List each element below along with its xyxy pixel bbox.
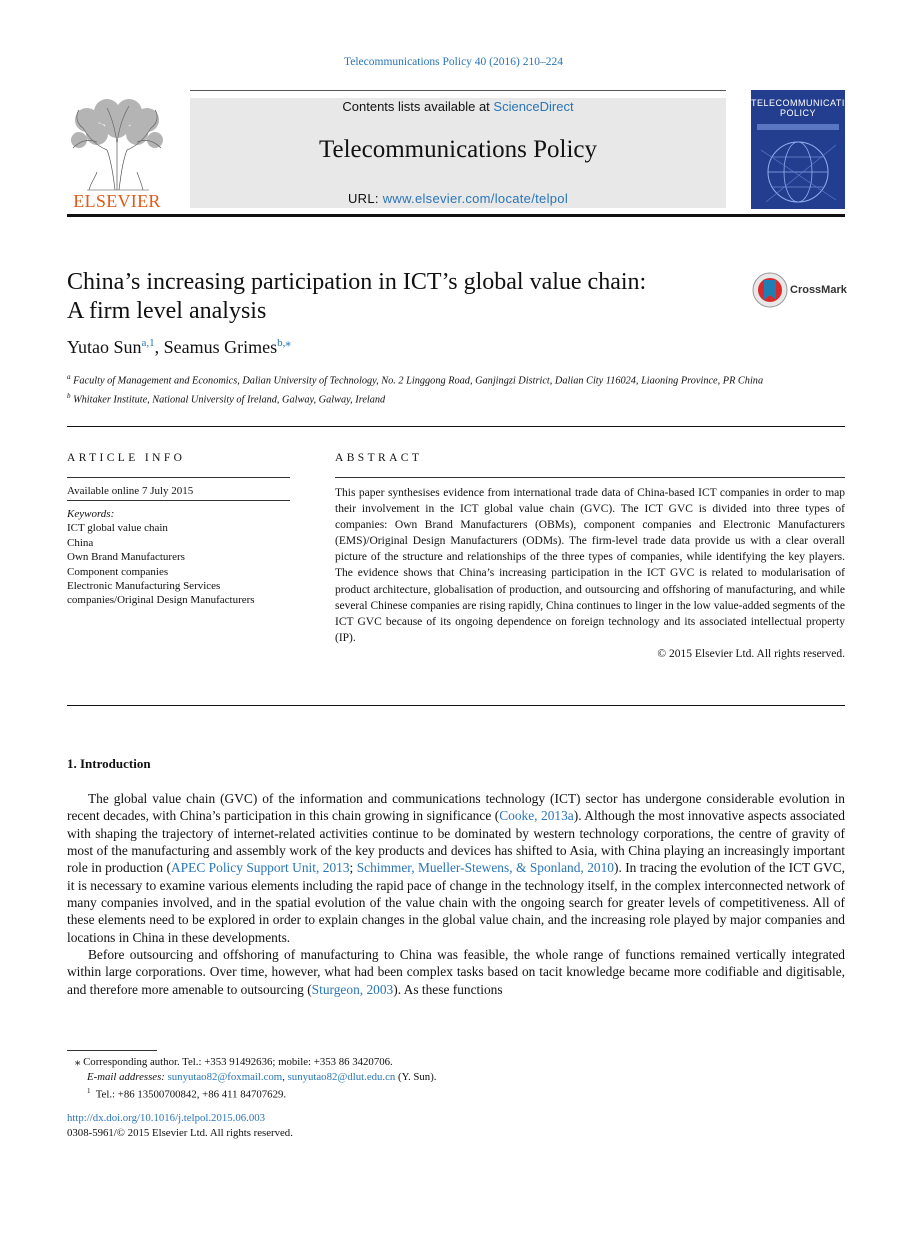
author-name[interactable]: Seamus Grimes	[163, 337, 278, 357]
footnote-emails	[67, 1070, 767, 1085]
body-paragraph	[67, 946, 845, 998]
email-label: E-mail addresses:	[87, 1070, 165, 1083]
author-name[interactable]: Yutao Sun	[67, 337, 142, 357]
section-rule	[67, 426, 845, 427]
footnote-mark: 1	[87, 1087, 91, 1095]
footnotes	[67, 1055, 767, 1102]
email-link[interactable]: sunyutao82@dlut.edu.cn	[287, 1070, 396, 1083]
affiliation-text: Whitaker Institute, National University of Ireland, Galway, Galway, Ireland	[73, 394, 386, 406]
contents-prefix: Contents lists available at	[342, 99, 494, 114]
journal-url-line	[190, 191, 726, 206]
affiliation-label: b	[67, 391, 71, 400]
affiliation-label: a	[67, 373, 71, 381]
affiliation-b	[67, 389, 767, 408]
elsevier-wordmark: ELSEVIER	[73, 191, 161, 211]
article-info-rule	[67, 500, 290, 501]
footnote-rule	[67, 1050, 157, 1051]
cover-title: TELECOMMUNICATIONS POLICY	[751, 98, 866, 118]
body-text-segment: Before outsourcing and offshoring of manufacturing to China was feasible, the whole range of functions remained vertically integrated within large corporations. Over time, however, what had been complex tasks based on tacit knowledge became more codifiable and digitisable, and therefore more amenable to outsourcing (	[67, 947, 845, 997]
affiliation-a	[67, 370, 767, 389]
footnote-text: Tel.: +86 13500700842, +86 411 84707629.	[95, 1088, 287, 1101]
body-text-segment: ). Although the most innovative aspects associated with shaping the trajectory of internet-related activities continue to be dominated by western technology corporations, the centre of gravity of most of the manufacturing and assembly work of the key products and devices has shifted to Asia, with China playing an increasingly important role in production (	[67, 808, 845, 876]
journal-cover-thumbnail[interactable]	[751, 90, 866, 209]
keyword-item: Own Brand Manufacturers	[67, 551, 185, 564]
footnote-text: Corresponding author. Tel.: +353 91492636; mobile: +353 86 3420706.	[83, 1056, 393, 1068]
doi-block	[67, 1111, 667, 1140]
author-separator: ,	[154, 337, 164, 357]
keyword-item: China	[67, 536, 94, 549]
author-list	[67, 336, 291, 358]
masthead-top-rule	[190, 90, 726, 91]
footnote-1	[67, 1084, 767, 1102]
article-info-rule	[67, 477, 290, 478]
cover-globe-icon	[751, 90, 866, 209]
crossmark-badge[interactable]	[752, 272, 847, 308]
keywords-block	[67, 507, 297, 608]
email-separator: ,	[282, 1070, 288, 1083]
email-suffix: (Y. Sun).	[395, 1070, 437, 1083]
crossmark-icon	[752, 272, 788, 308]
abstract-text: This paper synthesises evidence from international trade data of China-based ICT companies in order to map their involvement in the ICT global value chain (GVC). The ICT GVC is divided into three types of companies: Own Brand Manufacturers (OBMs), component companies and Electronic Manufacturers (EMS)/Original Design Manufacturers (ODMs). The firm-level trade data provide us with a clear overall picture of the structure and relationships of the three types of companies, while identifying the key players. The evidence shows that China’s increasing participation in the ICT GVC is related to modularisation of product architecture, globalisation of production, and outsourcing and offshoring of manufacturing, and while several Chinese companies are rising rapidly, China continues to linger in the low value-added segments of the ICT GVC because of its ongoing dependence on foreign technology and its associated intellectual property (IP).	[335, 487, 845, 644]
title-line-1: China’s increasing participation in ICT’s global value chain:	[67, 269, 647, 295]
abstract-heading: ABSTRACT	[335, 452, 423, 464]
affiliations	[67, 370, 767, 408]
sciencedirect-link[interactable]: ScienceDirect	[493, 99, 574, 114]
abstract-rule	[335, 477, 845, 478]
abstract-body	[335, 485, 845, 662]
title-line-2: A firm level analysis	[67, 298, 267, 324]
citation-link[interactable]: Schimmer, Mueller-Stewens, & Sponland, 2010	[356, 860, 614, 876]
doi-link[interactable]: http://dx.doi.org/10.1016/j.telpol.2015.06.003	[67, 1112, 266, 1124]
citation-link[interactable]: Cooke, 2013a	[499, 808, 574, 824]
article-title	[67, 268, 727, 326]
keyword-item: companies/Original Design Manufacturers	[67, 594, 255, 607]
keyword-item: Electronic Manufacturing Services	[67, 580, 221, 593]
keyword-item: Component companies	[67, 565, 169, 578]
introduction-body	[67, 790, 845, 998]
email-link[interactable]: sunyutao82@foxmail.com	[167, 1070, 283, 1083]
crossmark-label: CrossMark	[790, 284, 847, 296]
body-text-segment: ). In tracing the evolution of the ICT GVC, it is necessary to examine various elements including the rapid pace of change in the technology itself, in the complex interconnected network of many companies involved, and in the spatial evolution of the value chain with the ongoing search for greater levels of competitiveness. All of these elements need to be explored in order to explain changes in the global value chain, and the increasing role played by major companies and locations in China in these developments.	[67, 860, 845, 945]
body-paragraph	[67, 790, 845, 946]
body-text-segment: The global value chain (GVC) of the information and communications technology (ICT) sector has undergone considerable evolution in recent decades, with China’s participation in this chain growing in significance (	[67, 791, 845, 824]
section-heading-introduction: 1. Introduction	[67, 756, 151, 771]
journal-url-link[interactable]: www.elsevier.com/locate/telpol	[382, 191, 569, 206]
contents-line	[190, 99, 726, 114]
citation-link[interactable]: APEC Policy Support Unit, 2013	[171, 860, 350, 876]
author-affil-sup[interactable]: b,⁎	[277, 337, 291, 349]
section-rule	[67, 705, 845, 706]
body-text-segment: ;	[349, 860, 357, 876]
available-online: Available online 7 July 2015	[67, 485, 194, 497]
footnote-corresponding	[67, 1055, 767, 1070]
journal-title: Telecommunications Policy	[318, 136, 598, 163]
author-affil-sup[interactable]: a,1	[141, 337, 155, 349]
footnote-star-mark: ⁎	[75, 1056, 81, 1068]
journal-reference[interactable]: Telecommunications Policy 40 (2016) 210–224	[344, 56, 563, 68]
header-rule	[67, 214, 845, 217]
article-info-heading: ARTICLE INFO	[67, 452, 186, 464]
issn-copyright: 0308-5961/© 2015 Elsevier Ltd. All rights reserved.	[67, 1126, 293, 1139]
abstract-copyright: © 2015 Elsevier Ltd. All rights reserved.	[657, 647, 845, 660]
citation-link[interactable]: Sturgeon, 2003	[311, 981, 394, 997]
keyword-item: ICT global value chain	[67, 522, 168, 535]
url-prefix: URL:	[347, 191, 383, 206]
affiliation-text: Faculty of Management and Economics, Dalian University of Technology, No. 2 Linggong Road, Ganjingzi District, Dalian City 116024, Liaoning Province, PR China	[73, 375, 764, 387]
keywords-label: Keywords:	[67, 508, 115, 520]
body-text-segment: ). As these functions	[393, 981, 503, 997]
